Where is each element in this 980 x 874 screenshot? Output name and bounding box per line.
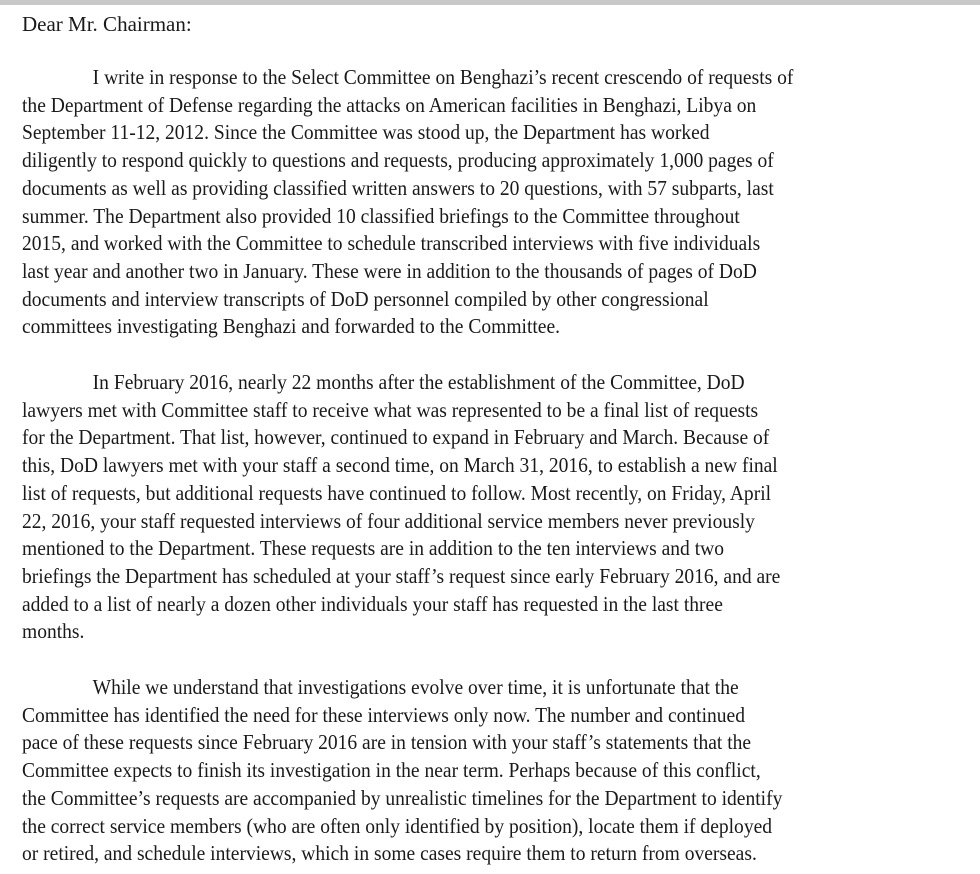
text-line: Committee expects to finish its investigation in the near term. Perhaps because of this conflict,: [22, 758, 761, 783]
text-line: for the Department. That list, however, continued to expand in February and March. Because of: [22, 425, 770, 450]
text-line: documents as well as providing classified written answers to 20 questions, with 57 subparts, last: [22, 175, 774, 200]
text-line: Committee has identified the need for these interviews only now. The number and continued: [22, 702, 745, 727]
text-line: 2015, and worked with the Committee to schedule transcribed interviews with five individuals: [22, 231, 761, 256]
text-line: I write in response to the Select Committee on Benghazi’s recent crescendo of requests of: [92, 65, 794, 89]
text-line: While we understand that investigations evolve over time, it is unfortunate that the: [92, 675, 739, 699]
text-line: 22, 2016, your staff requested interviews of four additional service members never previously: [22, 508, 755, 533]
text-line: the Committee’s requests are accompanied by unrealistic timelines for the Department to identify: [22, 785, 783, 810]
text-line: In February 2016, nearly 22 months after the establishment of the Committee, DoD: [92, 370, 745, 394]
text-line: September 11-12, 2012. Since the Committee was stood up, the Department has worked: [22, 120, 710, 145]
text-line: documents and interview transcripts of DoD personnel compiled by other congressional: [22, 286, 709, 311]
text-line: this, DoD lawyers met with your staff a second time, on March 31, 2016, to establish a new final: [22, 453, 778, 478]
text-line: list of requests, but additional requests have continued to follow. Most recently, on Friday, April: [22, 480, 772, 505]
top-edge-bar: [0, 0, 980, 5]
text-line: last year and another two in January. These were in addition to the thousands of pages of DoD: [22, 258, 757, 283]
text-line: added to a list of nearly a dozen other individuals your staff has requested in the last three: [22, 591, 723, 616]
salutation: Dear Mr. Chairman:: [22, 12, 192, 36]
paragraph-3: [22, 674, 972, 868]
text-line: briefings the Department has scheduled at your staff’s request since early February 2016, and are: [22, 563, 781, 588]
text-line: months.: [22, 619, 85, 644]
text-line: mentioned to the Department. These requests are in addition to the ten interviews and two: [22, 536, 724, 561]
text-line: the correct service members (who are often only identified by position), locate them if deployed: [22, 813, 773, 838]
paragraph-1: [22, 64, 972, 341]
text-line: summer. The Department also provided 10 classified briefings to the Committee throughout: [22, 203, 740, 228]
text-line: diligently to respond quickly to questions and requests, producing approximately 1,000 pages of: [22, 148, 774, 173]
text-line: lawyers met with Committee staff to receive what was represented to be a final list of requests: [22, 397, 759, 422]
text-line: the Department of Defense regarding the attacks on American facilities in Benghazi, Libya on: [22, 92, 757, 117]
text-line: committees investigating Benghazi and forwarded to the Committee.: [22, 314, 561, 339]
text-line: pace of these requests since February 2016 are in tension with your staff’s statements that the: [22, 730, 752, 755]
text-line: or retired, and schedule interviews, which in some cases require them to return from overseas.: [22, 841, 757, 866]
paragraph-2: [22, 369, 972, 646]
